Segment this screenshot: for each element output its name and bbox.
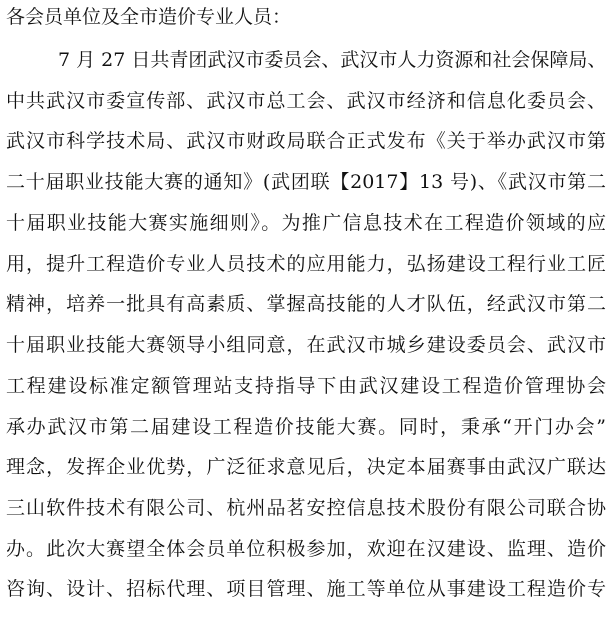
paragraph-line: 武汉市科学技术局、武汉市财政局联合正式发布《关于举办武汉市第 bbox=[6, 130, 606, 152]
paragraph-line: 理念，发挥企业优势，广泛征求意见后，决定本届赛事由武汉广联达 bbox=[6, 456, 606, 478]
paragraph-line: 十届职业技能大赛领导小组同意，在武汉市城乡建设委员会、武汉市 bbox=[6, 334, 606, 356]
paragraph-line: 咨询、设计、招标代理、项目管理、施工等单位从事建设工程造价专 bbox=[6, 578, 606, 600]
paragraph-line: 7 月 27 日共青团武汉市委员会、武汉市人力资源和社会保障局、 bbox=[58, 49, 606, 71]
paragraph-line: 三山软件技术有限公司、杭州品茗安控信息技术股份有限公司联合协 bbox=[6, 497, 606, 519]
paragraph-line: 用，提升工程造价专业人员技术的应用能力，弘扬建设工程行业工匠 bbox=[6, 253, 606, 275]
salutation-line: 各会员单位及全市造价专业人员： bbox=[6, 6, 292, 28]
paragraph-line: 办。此次大赛望全体会员单位积极参加，欢迎在汉建设、监理、造价 bbox=[6, 538, 606, 560]
paragraph-line: 十届职业技能大赛实施细则》。为推广信息技术在工程造价领域的应 bbox=[6, 212, 606, 234]
paragraph-line: 中共武汉市委宣传部、武汉市总工会、武汉市经济和信息化委员会、 bbox=[6, 90, 606, 112]
paragraph-line: 工程建设标准定额管理站支持指导下由武汉建设工程造价管理协会 bbox=[6, 375, 606, 397]
paragraph-line: 承办武汉市第二届建设工程造价技能大赛。同时，秉承“开门办会” bbox=[6, 416, 606, 438]
paragraph-line: 二十届职业技能大赛的通知》(武团联【2017】13 号)、《武汉市第二 bbox=[6, 171, 606, 193]
paragraph-line: 精神，培养一批具有高素质、掌握高技能的人才队伍，经武汉市第二 bbox=[6, 293, 606, 315]
